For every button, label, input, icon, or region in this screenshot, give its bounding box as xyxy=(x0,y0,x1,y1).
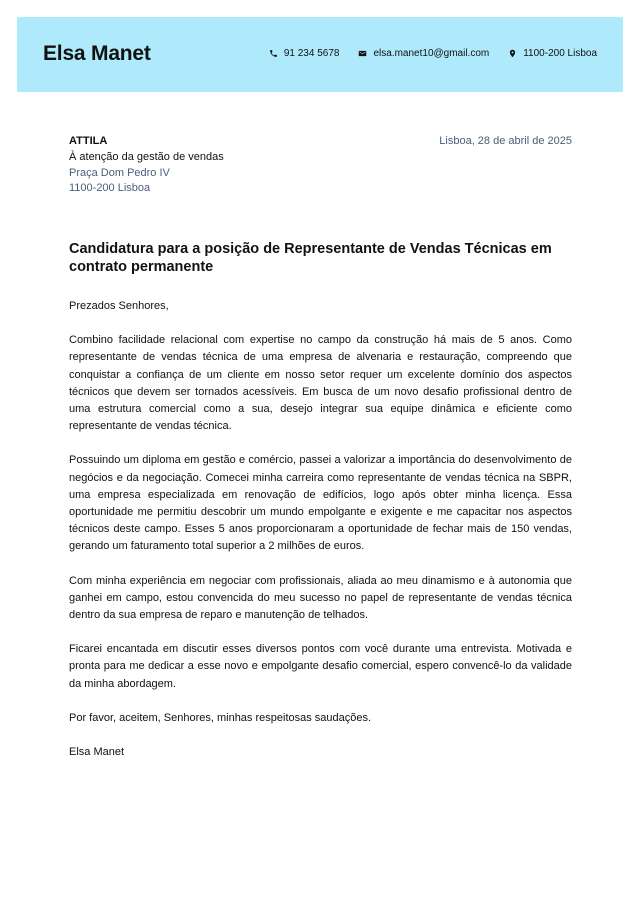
contact-info xyxy=(269,48,597,59)
recipient-address-line1: Praça Dom Pedro IV xyxy=(69,166,170,179)
recipient-attention: À atenção da gestão de vendas xyxy=(69,150,224,163)
sender-name: Elsa Manet xyxy=(43,42,151,65)
email-address[interactable]: elsa.manet10@gmail.com xyxy=(373,48,490,59)
paragraph-2: Possuindo um diploma em gestão e comércio, passei a valorizar a importância do desenvolvimento de negócios e da negociação. Comecei minha carreira como representante de vendas técnica na SBPR, uma empresa especializada em renovação de edifícios, logo após obter minha licença. Essa oportunidade me permitiu descobrir um mundo empolgante e exigente e me capacitar nos aspectos técnicos deste campo. Esses 5 anos proporcionaram a oportunidade de fechar mais de 150 vendas, gerando um faturamento total superior a 2 milhões de euros. xyxy=(69,454,572,553)
closing: Por favor, aceitem, Senhores, minhas respeitosas saudações. xyxy=(69,711,372,724)
letter-subject: Candidatura para a posição de Representante de Vendas Técnicas em contrato permanente xyxy=(69,241,552,275)
phone-number: 91 234 5678 xyxy=(283,48,340,59)
location-pin-icon xyxy=(508,49,517,58)
location-text: 1100-200 Lisboa xyxy=(523,48,597,59)
letter-date: Lisboa, 28 de abril de 2025 xyxy=(439,135,572,147)
phone-icon xyxy=(269,49,278,58)
paragraph-1: Combino facilidade relacional com expertise no campo da construção há mais de 5 anos. Como representante de vendas técnica de uma empresa de alvenaria e restauração, compreendo que conquistar a confiança de um cliente em nosso setor requer um excelente domínio dos aspectos técnicos que devem ser tornados acessíveis. Em busca de um novo desafio profissional dentro de uma estrutura comercial como a sua, desejo integrar sua equipe dinâmica e eficiente como representante de vendas técnica. xyxy=(69,334,572,433)
email-icon xyxy=(358,49,367,58)
salutation: Prezados Senhores, xyxy=(69,300,169,312)
letter-header xyxy=(17,17,623,92)
recipient-address-line2: 1100-200 Lisboa xyxy=(69,182,151,195)
paragraph-3: Com minha experiência em negociar com profissionais, aliada ao meu dinamismo e à autonomia que ganhei em campo, estou convencida do meu sucesso no papel de representante de vendas técnica dentro da sua empresa de reparo e manutenção de telhados. xyxy=(69,574,572,622)
contact-email xyxy=(358,48,489,59)
contact-phone xyxy=(269,48,340,59)
recipient-company: ATTILA xyxy=(69,135,108,147)
recipient-block xyxy=(69,134,572,200)
signature: Elsa Manet xyxy=(69,746,125,759)
paragraph-4: Ficarei encantada em discutir esses diversos pontos com você durante uma entrevista. Motivada e pronta para me dedicar a esse novo e empolgante desafio comercial, espero convencê-lo da validade da minha abordagem. xyxy=(69,643,572,690)
contact-location xyxy=(508,48,597,59)
letter-body xyxy=(69,134,572,761)
